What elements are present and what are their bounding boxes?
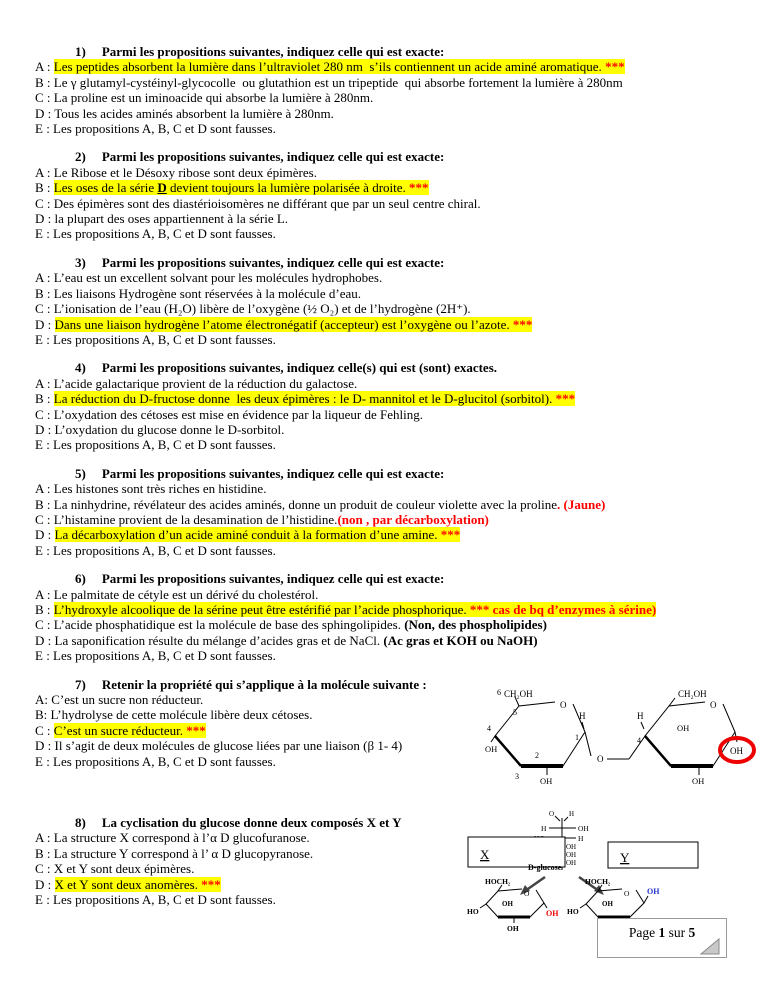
text-segment: A :	[35, 59, 54, 75]
option-line	[35, 121, 750, 136]
option-line	[35, 527, 750, 542]
option-line	[35, 437, 750, 452]
question-number: 3)	[75, 254, 86, 270]
ho-label: HO	[567, 907, 579, 916]
text-segment: E : Les propositions A, B, C et D sont fausses.	[35, 542, 276, 558]
question-number: 6)	[75, 571, 86, 587]
option-line	[35, 617, 750, 632]
ring-oxygen-label: O	[710, 700, 717, 710]
oh-label: OH	[485, 744, 498, 754]
option-line	[35, 317, 750, 332]
text-segment: L’hydroxyle alcoolique de la sérine peut être estérifié par l’acide phosphorique.	[53, 602, 470, 617]
carbon-number: 4	[487, 724, 491, 733]
text-segment: B :	[35, 602, 54, 617]
option-line	[35, 180, 750, 195]
footer-text: sur	[665, 925, 689, 940]
text-segment: C : L’oxydation des cétoses est mise en évidence par la liqueur de Fehling.	[35, 406, 423, 422]
text-segment: B : Le γ glutamyl-cystéinyl-glycocolle ou glutathion est un tripeptide qui absorbe fortement la lumière à 280nm	[35, 74, 623, 90]
question-number: 1)	[75, 44, 86, 59]
dglucose-label: D-glucose	[528, 863, 562, 872]
carbon-number: 6	[497, 688, 501, 697]
aldehyde-o-label: O	[549, 810, 555, 818]
y-label: Y	[620, 850, 630, 865]
oh-label: OH	[692, 776, 705, 786]
anomeric-oh-label: OH	[730, 746, 743, 756]
text-segment: devient toujours la lumière polarisée à droite.	[166, 180, 410, 196]
text-segment: (Non, des phospholipides)	[404, 617, 547, 633]
footer-total-pages: 5	[688, 925, 696, 940]
text-segment: D :	[35, 527, 55, 543]
text-segment: (Ac gras et KOH ou NaOH)	[383, 632, 538, 648]
question-block	[35, 255, 750, 347]
option-line	[35, 106, 750, 121]
question-title: Parmi les propositions suivantes, indiquez celle qui est exacte:	[101, 465, 445, 481]
oh-label: OH	[602, 900, 613, 908]
oh-label: OH	[677, 723, 690, 733]
text-segment: D : La saponification résulte du mélange d’acides gras et de NaCl.	[35, 632, 384, 648]
option-line	[35, 90, 750, 105]
option-line	[35, 543, 750, 558]
question-number: 7)	[75, 676, 86, 692]
fischer-oh-stub: OH	[566, 859, 577, 867]
carbon-number: 1	[575, 733, 579, 742]
question-title: La cyclisation du glucose donne deux composés X et Y	[101, 815, 402, 831]
text-segment: D :	[35, 876, 55, 892]
option-line	[35, 332, 750, 347]
carbon-number: 5	[513, 708, 517, 717]
text-segment: La réduction du D-fructose donne les deux épimères : le D- mannitol et le D-glucitol (sorbitol).	[53, 391, 556, 407]
text-segment: A: C’est un sucre non réducteur.	[35, 692, 204, 708]
page-footer	[597, 918, 727, 958]
text-segment: B: L’hydrolyse de cette molécule libère deux cétoses.	[35, 707, 313, 723]
text-segment: E : Les propositions A, B, C et D sont fausses.	[35, 121, 276, 137]
oh-label: OH	[507, 924, 519, 933]
text-segment: E : Les propositions A, B, C et D sont fausses.	[35, 753, 276, 769]
oh-label: OH	[502, 900, 513, 908]
text-segment: D	[157, 180, 167, 196]
text-segment: D : Tous les acides aminés absorbent la lumière à 280nm.	[35, 105, 334, 121]
text-segment: C :	[35, 722, 54, 738]
text-segment: Les peptides absorbent la lumière dans l’ultraviolet 280 nm s’ils contiennent un acide aminé aromatique.	[53, 59, 606, 75]
text-segment: D : Il s’agit de deux molécules de glucose liées par une liaison (β 1- 4)	[35, 738, 403, 754]
text-segment: ***	[201, 876, 221, 892]
bridge-oxygen-label: O	[597, 754, 604, 764]
option-line	[35, 391, 750, 406]
question-header	[35, 149, 750, 164]
text-segment: D :	[35, 316, 55, 332]
question-block	[35, 360, 750, 452]
text-segment: B :	[35, 391, 54, 407]
option-line	[35, 286, 750, 301]
text-segment: E : Les propositions A, B, C et D sont fausses.	[35, 437, 276, 453]
question-title: Parmi les propositions suivantes, indiquez celle qui est exacte:	[101, 149, 445, 165]
text-segment: ***	[440, 527, 461, 543]
question-number: 8)	[75, 815, 86, 831]
text-segment: A : Le palmitate de cétyle est un dérivé du cholestérol.	[35, 586, 319, 602]
text-segment: A : L’eau est un excellent solvant pour les molécules hydrophobes.	[35, 270, 383, 286]
text-segment: A : Les histones sont très riches en histidine.	[35, 481, 267, 497]
text-segment: B : Les liaisons Hydrogène sont réservées à la molécule d’eau.	[35, 285, 361, 301]
option-line	[35, 602, 750, 617]
ring-oxygen-label: O	[624, 889, 630, 898]
text-segment: ***	[555, 391, 576, 407]
option-line	[35, 407, 750, 422]
question-block	[35, 466, 750, 558]
fischer-h-label: H	[541, 824, 547, 833]
text-segment: Dans une liaison hydrogène l’atome électronégatif (accepteur) est l’oxygène ou l’azote.	[54, 316, 513, 332]
question-title: Retenir la propriété qui s’applique à la molécule suivante :	[101, 676, 427, 692]
text-segment: E : Les propositions A, B, C et D sont fausses.	[35, 226, 276, 242]
text-segment: X et Y sont deux anomères.	[54, 876, 202, 892]
carbon-number: 2	[535, 751, 539, 760]
question-block	[35, 571, 750, 663]
question-number: 5)	[75, 465, 86, 481]
alpha-anomeric-oh-label: OH	[546, 909, 559, 918]
footer-page-number: 1	[658, 925, 666, 940]
text-segment: D : L’oxydation du glucose donne le D-sorbitol.	[35, 421, 285, 437]
text-segment: ***	[605, 59, 625, 75]
fischer-oh-label: OH	[578, 824, 589, 833]
fischer-h-label: H	[578, 834, 584, 843]
text-segment: (non , par décarboxylation)	[337, 511, 489, 527]
ho-label: HO	[467, 907, 479, 916]
x-label: X	[480, 847, 490, 862]
h-label: H	[579, 711, 586, 721]
text-segment: C’est un sucre réducteur.	[53, 722, 187, 738]
text-segment: La décarboxylation d’un acide aminé conduit à la formation d’une amine.	[54, 527, 441, 543]
text-segment: ***	[409, 180, 429, 196]
footer-text: Page	[628, 925, 659, 940]
text-segment: A : La structure X correspond à l’α D glucofuranose.	[35, 830, 310, 846]
text-segment: C : L’acide phosphatidique est la molécule de base des sphingolipides.	[35, 617, 405, 633]
question-header	[35, 571, 750, 586]
text-segment: *** cas de bq d’enzymes à sérine)	[469, 602, 657, 617]
text-segment: . (Jaune)	[557, 496, 606, 512]
text-segment: C : Des épimères sont des diastérioisomères ne différant que par un seul centre chiral.	[35, 195, 481, 211]
ring-oxygen-label: O	[524, 889, 530, 898]
question-header	[35, 360, 750, 375]
text-segment: C : X et Y sont deux épimères.	[35, 861, 195, 877]
question-block	[35, 44, 750, 136]
carbon-number: 4	[637, 736, 641, 745]
text-segment: E : Les propositions A, B, C et D sont fausses.	[35, 648, 276, 664]
option-line	[35, 211, 750, 226]
option-line	[35, 633, 750, 648]
text-segment: A : L’acide galactarique provient de la réduction du galactose.	[35, 375, 358, 391]
ch2oh-label: CH₂OH	[678, 689, 707, 699]
option-line	[35, 270, 750, 285]
text-segment: C : L’histamine provient de la desamination de l’histidine.	[35, 511, 338, 527]
option-line	[35, 422, 750, 437]
option-line	[35, 226, 750, 241]
ch2oh-label: CH₂OH	[504, 689, 533, 699]
question-number: 2)	[75, 149, 86, 165]
option-line	[35, 512, 750, 527]
aldehyde-h-label: H	[569, 810, 575, 818]
option-line	[35, 376, 750, 391]
text-segment: B : La structure Y correspond à l’ α D glucopyranose.	[35, 845, 314, 861]
option-line	[35, 165, 750, 180]
h-label: H	[637, 711, 644, 721]
option-line	[35, 497, 750, 512]
question-block	[35, 149, 750, 241]
text-segment: B :	[35, 180, 54, 196]
ring-oxygen-label: O	[560, 700, 567, 710]
option-line	[35, 587, 750, 602]
option-line	[35, 196, 750, 211]
text-segment: Les oses de la série	[53, 180, 158, 196]
question-title: Parmi les propositions suivantes, indiquez celle qui est exacte:	[101, 44, 445, 59]
disaccharide-structure	[485, 686, 765, 811]
question-header	[35, 255, 750, 270]
fischer-oh-stub: OH	[566, 851, 577, 859]
text-segment: C : L’ionisation de l’eau (H₂O) libère de l’oxygène (½ O₂) et de l’hydrogène (2H⁺).	[35, 301, 471, 317]
text-segment: E : Les propositions A, B, C et D sont fausses.	[35, 331, 276, 347]
text-segment: A : Le Ribose et le Désoxy ribose sont deux épimères.	[35, 164, 317, 180]
text-segment: ***	[186, 722, 206, 738]
fischer-oh-stub: OH	[566, 843, 577, 851]
option-line	[35, 648, 750, 663]
option-line	[35, 481, 750, 496]
text-segment: ***	[512, 316, 533, 332]
question-title: Parmi les propositions suivantes, indiquez celle(s) qui est (sont) exactes.	[101, 360, 498, 376]
beta-anomeric-oh-label: OH	[647, 887, 660, 896]
text-segment: D : la plupart des oses appartiennent à la série L.	[35, 211, 289, 227]
carbon-number: 3	[515, 772, 519, 781]
option-line	[35, 75, 750, 90]
option-line	[35, 59, 750, 74]
text-segment: E : Les propositions A, B, C et D sont fausses.	[35, 892, 276, 908]
hoch2-label: HOCH₂	[485, 877, 511, 886]
question-title: Parmi les propositions suivantes, indiquez celle qui est exacte:	[101, 571, 445, 587]
hoch2-label: HOCH₂	[585, 877, 611, 886]
oh-label: OH	[540, 776, 553, 786]
question-title: Parmi les propositions suivantes, indiquez celle qui est exacte:	[101, 254, 445, 270]
q7-disaccharide-diagram	[485, 686, 765, 815]
option-line	[35, 301, 750, 316]
question-header	[35, 44, 750, 59]
text-segment: B : La ninhydrine, révélateur des acides aminés, donne un produit de couleur violette avec la proline	[35, 496, 557, 512]
text-segment: C : La proline est un iminoacide qui absorbe la lumière à 280nm.	[35, 90, 374, 106]
page-curl-icon	[699, 937, 721, 955]
question-header	[35, 466, 750, 481]
question-number: 4)	[75, 360, 86, 376]
